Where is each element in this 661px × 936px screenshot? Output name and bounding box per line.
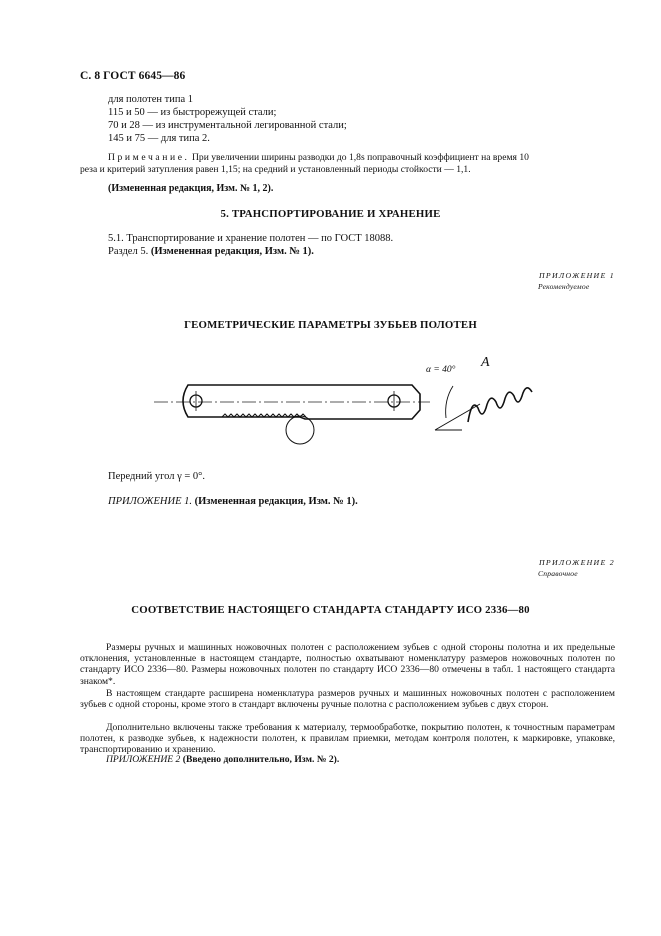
text-line: 115 и 50 — из быстрорежущей стали; (108, 107, 277, 118)
appendix-edition-text: (Измененная редакция, Изм. № 1). (194, 496, 358, 507)
angle-arc (446, 386, 453, 418)
page-header: С. 8 ГОСТ 6645—86 (80, 70, 186, 82)
paragraph-text: Дополнительно включены также требования к материалу, термообработке, покрытию полотен, к точностным параметрам полотен, к разводке зубьев, к надежности полотен, к правилам приемки, методам контроля полотен, к маркировке, упаковке, транспортированию и хранению. (80, 722, 615, 756)
section-edition: (Измененная редакция, Изм. № 1). (150, 246, 314, 257)
paragraph-text: Размеры ручных и машинных ножовочных полотен с расположением зубьев с одной стороны полотна и их предельные отклонения, установленные в настоящем стандарте, полностью охватывают номенклатуру размеров ножовочных полотен по стандарту ИСО 2336—80. Размеры ножовочных полотен по стандарту ИСО 2336—80 отмечены в табл. 1 настоящего стандарта знаком*. (80, 642, 615, 687)
note-line-2: реза и критерий затупления равен 1,15; на средний и установленный периоды стойкости — 1,1. (80, 164, 471, 175)
paragraph-text: В настоящем стандарте расширена номенклатура размеров ручных и машинных ножовочных полотен с расположением зубьев с одной стороны, кроме этого в стандарт включены ручные полотна с расположением зубьев с двух сторон. (80, 688, 615, 711)
figure-caption: Передний угол γ = 0°. (108, 471, 205, 482)
appendix-paragraph (80, 688, 615, 710)
appendix-kind: Рекомендуемое (538, 282, 590, 291)
edition-note: (Измененная редакция, Изм. № 1, 2). (108, 183, 274, 194)
appendix-paragraph (80, 722, 615, 756)
text-line: для полотен типа 1 (108, 94, 193, 105)
angle-line (435, 404, 480, 430)
section-title: 5. ТРАНСПОРТИРОВАНИЕ И ХРАНЕНИЕ (220, 208, 441, 220)
appendix-kind: Справочное (538, 569, 578, 578)
appendix-label: ПРИЛОЖЕНИЕ 2 (538, 558, 615, 567)
saw-blade-figure (150, 352, 550, 452)
blade-teeth (222, 414, 306, 417)
view-label: А (481, 355, 490, 370)
text-line: 145 и 75 — для типа 2. (108, 133, 210, 144)
appendix-label: ПРИЛОЖЕНИЕ 1 (538, 271, 615, 280)
appendix-title: ГЕОМЕТРИЧЕСКИЕ ПАРАМЕТРЫ ЗУБЬЕВ ПОЛОТЕН (184, 319, 477, 331)
appendix-title: СООТВЕТСТВИЕ НАСТОЯЩЕГО СТАНДАРТА СТАНДАРТУ ИСО 2336—80 (131, 604, 530, 616)
appendix-edition-text: (Введено дополнительно, Изм. № 2). (182, 754, 340, 765)
text-line: 70 и 28 — из инструментальной легированной стали; (108, 120, 347, 131)
appendix-ref: ПРИЛОЖЕНИЕ 1. (108, 496, 192, 507)
appendix-ref: ПРИЛОЖЕНИЕ 2 (106, 754, 181, 765)
appendix-paragraph (80, 642, 615, 687)
detail-circle (286, 416, 314, 444)
appendix-edition (108, 496, 358, 508)
section-ref: Раздел 5. (108, 246, 149, 257)
note-text: При увеличении ширины разводки до 1,8s поправочный коэффициент на время 10 (191, 152, 529, 163)
section-paragraph (108, 246, 314, 258)
angle-label: α = 40° (426, 365, 456, 375)
appendix-edition (106, 754, 339, 765)
note-label: Примечание. (108, 152, 190, 163)
note-line-1 (108, 152, 529, 163)
section-paragraph: 5.1. Транспортирование и хранение полотен — по ГОСТ 18088. (108, 233, 394, 244)
